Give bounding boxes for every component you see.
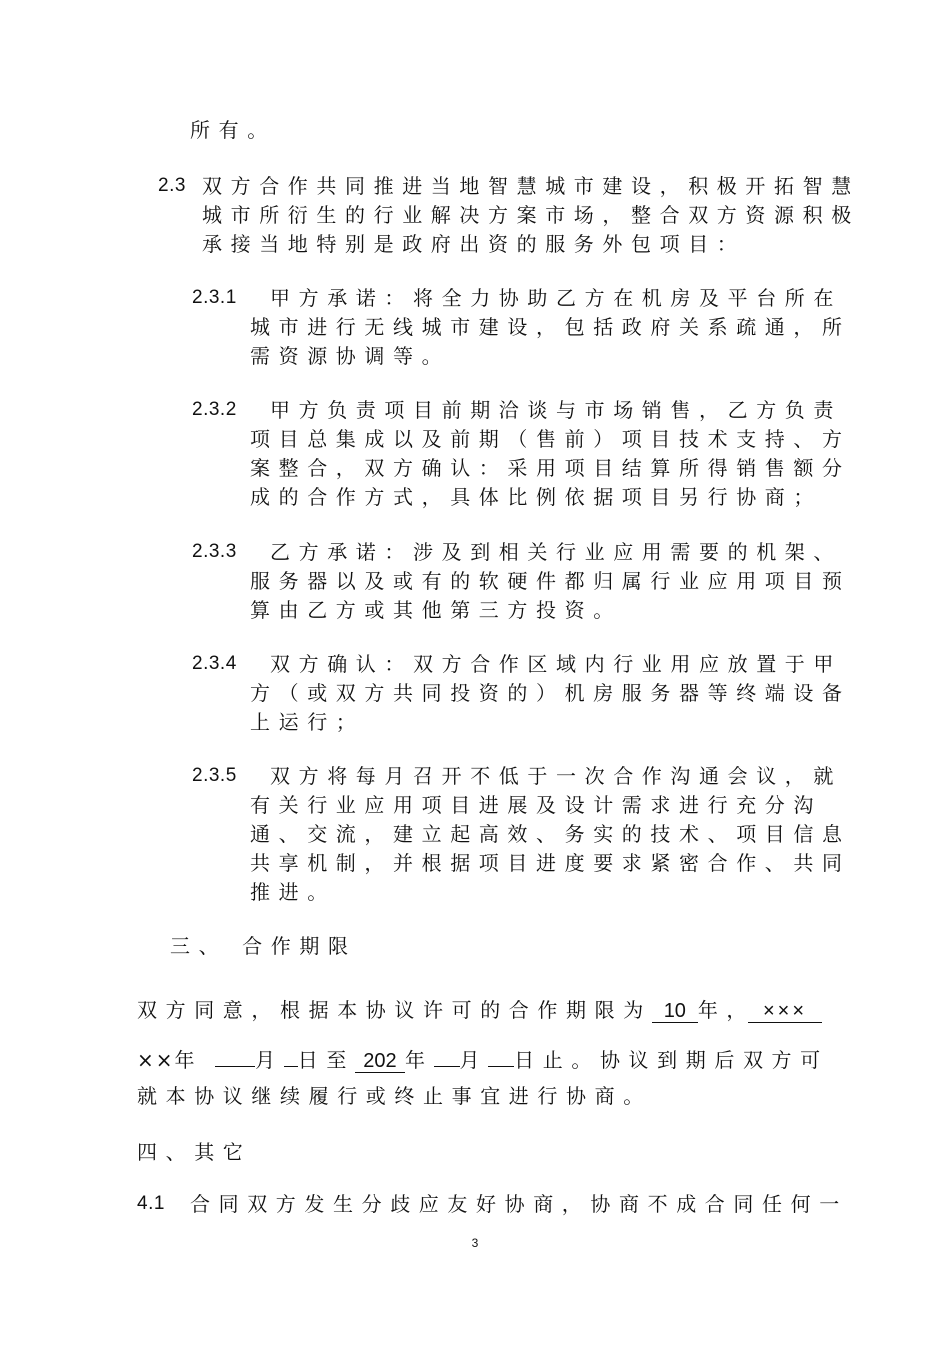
text-line: 甲方负责项目前期洽谈与市场销售，乙方负责 [270, 398, 842, 422]
text-line: 案整合，双方确认：采用项目结算所得销售额分 [250, 456, 851, 480]
text-line: 甲方承诺：将全力协助乙方在机房及平台所在 [270, 286, 842, 310]
clause-number: 2.3.4 [192, 653, 237, 674]
text-line: 就本协议继续履行或终止事宜进行协商。 [137, 1084, 652, 1108]
clause-number: 2.3.3 [192, 541, 237, 562]
term-years-field: 10 [652, 1000, 698, 1023]
text-line: 服务器以及或有的软硬件都归属行业应用项目预 [250, 569, 851, 593]
text-span: 年 [174, 1048, 204, 1072]
text-span: 年 [404, 1048, 434, 1072]
text-line: 方（或双方共同投资的）机房服务器等终端设备 [250, 681, 851, 705]
start-year-field: ××× [748, 1000, 822, 1023]
clause-number: 2.3.5 [192, 765, 237, 786]
text-span: ×× [137, 1048, 175, 1072]
text-line: 所有。 [190, 118, 276, 142]
term-line-2 [137, 1046, 829, 1074]
page-number: 3 [471, 1236, 479, 1250]
text-span: 日至 [297, 1048, 355, 1072]
end-day-field [488, 1066, 514, 1067]
text-line: 算由乙方或其他第三方投资。 [250, 598, 622, 622]
section-title: 三、 合作期限 [170, 934, 357, 958]
clause-number: 2.3 [158, 175, 186, 196]
text-line: 城市进行无线城市建设，包括政府关系疏通，所 [250, 315, 851, 339]
text-line: 推进。 [250, 880, 336, 904]
clause-number: 2.3.2 [192, 399, 237, 420]
text-line: 有关行业应用项目进展及设计需求进行充分沟 [250, 793, 822, 817]
text-line: 通、交流，建立起高效、务实的技术、项目信息 [250, 822, 851, 846]
text-span: 月 [255, 1048, 284, 1072]
text-line: 双方将每月召开不低于一次合作沟通会议，就 [270, 764, 842, 788]
clause-number: 4.1 [137, 1193, 165, 1214]
text-span: 年， [697, 998, 756, 1022]
end-month-field [434, 1066, 460, 1067]
term-line-1 [137, 996, 755, 1024]
text-span: 月 [459, 1048, 489, 1072]
text-line: 项目总集成以及前期（售前）项目技术支持、方 [250, 427, 851, 451]
term-start-placeholder [748, 996, 822, 1024]
text-line: 共享机制，并根据项目进度要求紧密合作、共同 [250, 851, 851, 875]
end-year-field: 202 [355, 1050, 405, 1073]
clause-number: 2.3.1 [192, 287, 237, 308]
text-span: 双方同意，根据本协议许可的合作期限为 [137, 998, 652, 1022]
text-line: 上运行； [250, 710, 365, 734]
start-day-field [284, 1066, 298, 1067]
section-title: 四、其它 [137, 1140, 252, 1164]
start-month-field [215, 1066, 255, 1067]
text-line: 成的合作方式，具体比例依据项目另行协商； [250, 485, 822, 509]
text-line: 双方合作共同推进当地智慧城市建设，积极开拓智慧 [202, 174, 860, 198]
text-line: 城市所衍生的行业解决方案市场，整合双方资源积极 [202, 203, 860, 227]
text-line: 需资源协调等。 [250, 344, 451, 368]
text-line: 承接当地特别是政府出资的服务外包项目： [202, 232, 746, 256]
text-span: 日止。协议到期后双方可 [514, 1048, 829, 1072]
text-line: 合同双方发生分歧应友好协商，协商不成合同任何一 [190, 1192, 848, 1216]
text-line: 双方确认：双方合作区域内行业用应放置于甲 [270, 652, 842, 676]
text-line: 乙方承诺：涉及到相关行业应用需要的机架、 [270, 540, 842, 564]
